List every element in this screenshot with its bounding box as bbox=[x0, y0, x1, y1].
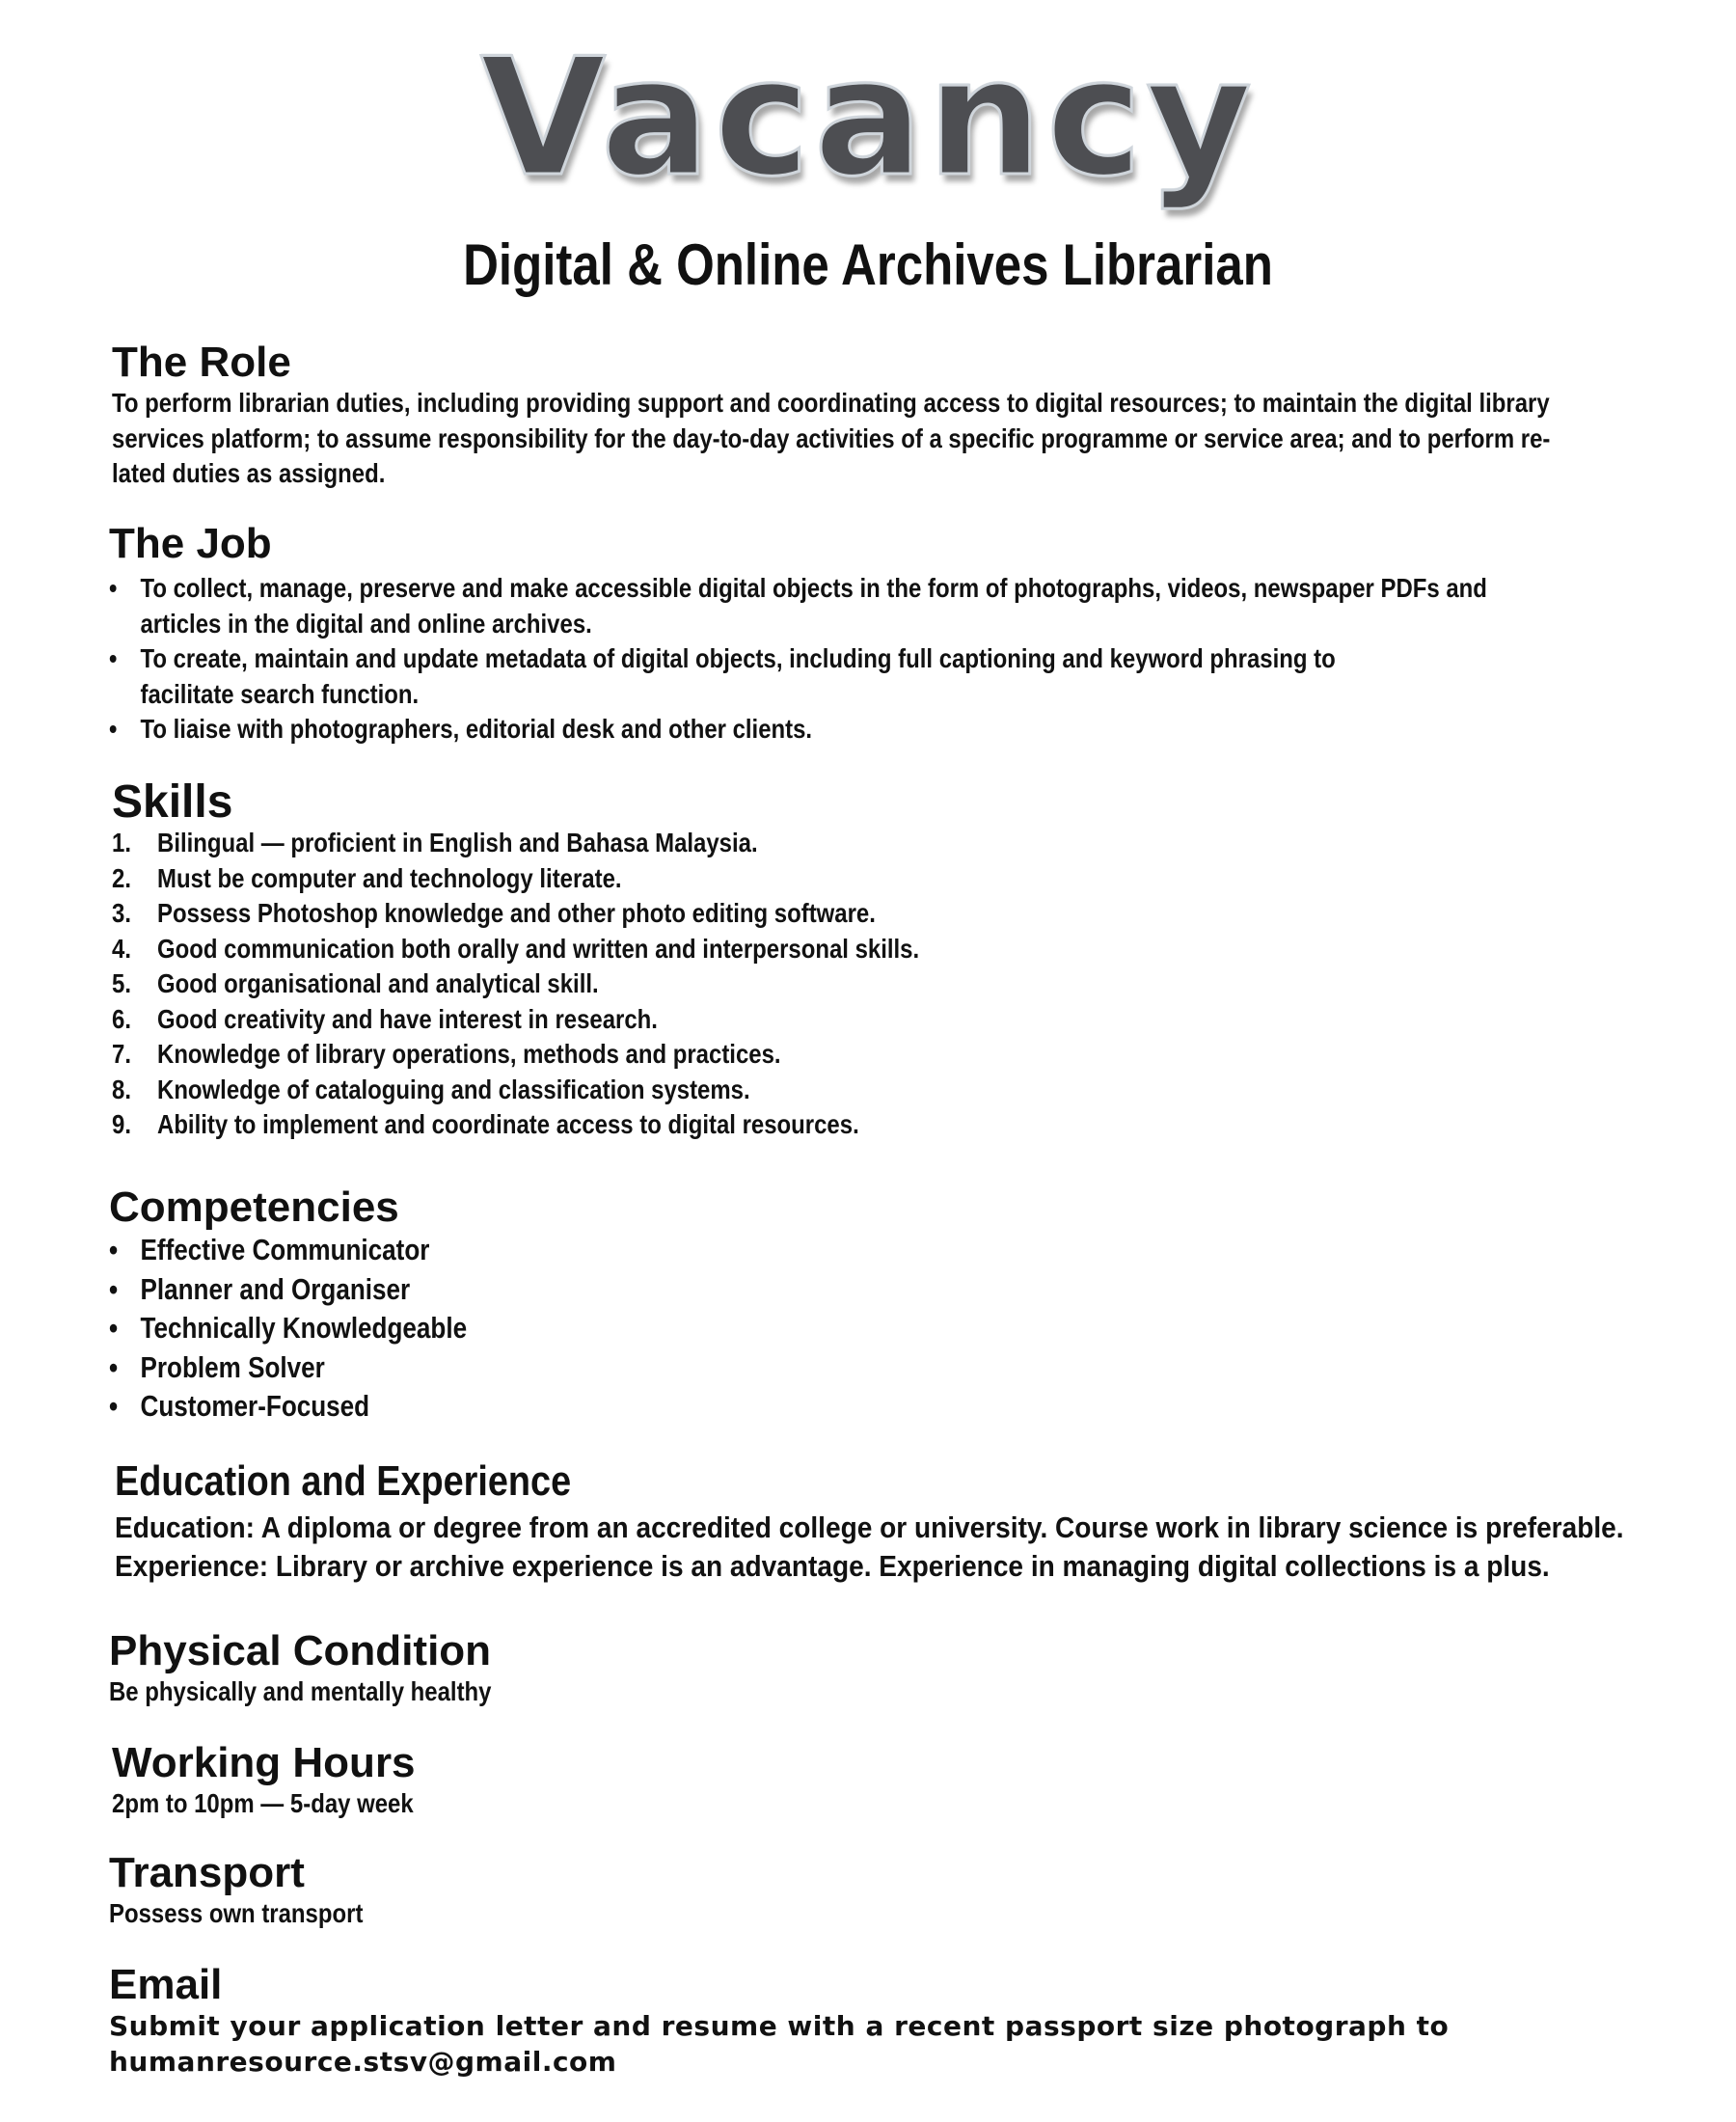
skill-text: Ability to implement and coordinate access to digital resources. bbox=[157, 1109, 859, 1139]
email-address[interactable]: humanresource.stsv@gmail.com bbox=[109, 2046, 617, 2078]
list-item bbox=[112, 1037, 1638, 1073]
list-item bbox=[109, 1231, 1635, 1270]
list-item bbox=[112, 1073, 1638, 1108]
list-item bbox=[112, 826, 1638, 861]
physical-section bbox=[109, 1628, 1633, 1710]
role-line: To perform librarian duties, including providing support and coordinating access to digital resources; to maintain the digital library bbox=[112, 388, 1550, 418]
list-number: 6. bbox=[112, 1003, 131, 1034]
list-item bbox=[109, 712, 1635, 748]
role-line: lated duties as assigned. bbox=[112, 458, 386, 488]
transport-section bbox=[109, 1850, 1633, 1932]
list-item bbox=[109, 1387, 1635, 1427]
duty-line: To create, maintain and update metadata of digital objects, including full captioning and keyword phrasing to bbox=[140, 643, 1336, 673]
competency-text: Planner and Organiser bbox=[140, 1272, 411, 1306]
job-duties-list bbox=[109, 571, 1635, 748]
education-details bbox=[115, 1509, 1641, 1586]
education-line: Education: A diploma or degree from an accredited college or university. Course work in library science is preferable. bbox=[115, 1511, 1624, 1544]
duty-line: facilitate search function. bbox=[140, 678, 420, 709]
hours-text: 2pm to 10pm — 5-day week bbox=[112, 1788, 414, 1818]
education-heading: Education and Experience bbox=[115, 1457, 572, 1505]
hours-heading: Working Hours bbox=[112, 1739, 416, 1786]
list-item bbox=[112, 1107, 1638, 1143]
list-item bbox=[109, 1309, 1635, 1348]
list-item bbox=[112, 896, 1638, 932]
role-line: services platform; to assume responsibility for the day-to-day activities of a specific programme or service area; and to perform re- bbox=[112, 422, 1551, 453]
duty-line: articles in the digital and online archives. bbox=[140, 608, 592, 639]
skill-text: Must be computer and technology literate. bbox=[157, 862, 622, 893]
role-section bbox=[112, 340, 1636, 492]
list-number: 2. bbox=[112, 862, 131, 893]
duty-line: To collect, manage, preserve and make accessible digital objects in the form of photographs, videos, newspaper PDFs and bbox=[140, 573, 1487, 603]
list-item bbox=[109, 641, 1635, 712]
skill-text: Bilingual — proficient in English and Bahasa Malaysia. bbox=[157, 828, 758, 857]
bullet-mark: • bbox=[109, 1350, 119, 1384]
list-item bbox=[109, 1270, 1635, 1310]
competency-text: Customer-Focused bbox=[140, 1390, 370, 1423]
role-heading: The Role bbox=[112, 339, 291, 386]
transport-heading: Transport bbox=[109, 1849, 305, 1896]
email-section bbox=[109, 1962, 1633, 2080]
skills-heading: Skills bbox=[112, 776, 233, 828]
competencies-heading: Competencies bbox=[109, 1183, 399, 1231]
list-number: 5. bbox=[112, 968, 131, 998]
vacancy-banner: Vacancy bbox=[480, 23, 1256, 212]
physical-heading: Physical Condition bbox=[109, 1627, 492, 1674]
skill-text: Good organisational and analytical skill. bbox=[157, 968, 599, 998]
bullet-mark: • bbox=[109, 643, 118, 673]
competency-text: Effective Communicator bbox=[140, 1234, 430, 1266]
skill-text: Good creativity and have interest in research. bbox=[157, 1003, 658, 1034]
competencies-list bbox=[109, 1231, 1635, 1427]
transport-text: Possess own transport bbox=[109, 1898, 364, 1928]
list-number: 9. bbox=[112, 1109, 131, 1139]
list-number: 4. bbox=[112, 933, 131, 964]
duty-line: To liaise with photographers, editorial desk and other clients. bbox=[140, 714, 813, 744]
job-heading: The Job bbox=[109, 520, 272, 567]
experience-line: Experience: Library or archive experience is an advantage. Experience in managing digital collections is a plus. bbox=[115, 1550, 1550, 1583]
list-number: 3. bbox=[112, 898, 131, 928]
job-section bbox=[109, 521, 1633, 748]
competency-text: Problem Solver bbox=[140, 1350, 325, 1384]
bullet-mark: • bbox=[109, 1390, 119, 1423]
competencies-section bbox=[109, 1184, 1633, 1427]
email-instructions: Submit your application letter and resume with a recent passport size photograph to bbox=[109, 2010, 1450, 2042]
bullet-mark: • bbox=[109, 573, 118, 603]
education-section bbox=[115, 1458, 1639, 1586]
list-number: 7. bbox=[112, 1039, 131, 1069]
hours-section bbox=[112, 1740, 1636, 1822]
role-description bbox=[112, 386, 1638, 492]
list-number: 1. bbox=[112, 828, 131, 857]
list-item bbox=[109, 1348, 1635, 1388]
bullet-mark: • bbox=[109, 1312, 119, 1345]
list-item bbox=[112, 932, 1638, 967]
job-title: Digital & Online Archives Librarian bbox=[463, 232, 1273, 297]
skills-list bbox=[112, 826, 1638, 1143]
skill-text: Knowledge of library operations, methods and practices. bbox=[157, 1039, 781, 1069]
skill-text: Possess Photoshop knowledge and other photo editing software. bbox=[157, 898, 876, 928]
skill-text: Knowledge of cataloguing and classification systems. bbox=[157, 1074, 750, 1104]
skill-text: Good communication both orally and written and interpersonal skills. bbox=[157, 933, 920, 964]
skills-section bbox=[112, 776, 1636, 1143]
physical-text: Be physically and mentally healthy bbox=[109, 1676, 492, 1706]
bullet-mark: • bbox=[109, 1272, 119, 1306]
list-item bbox=[112, 966, 1638, 1002]
list-number: 8. bbox=[112, 1074, 131, 1104]
bullet-mark: • bbox=[109, 1234, 119, 1266]
competency-text: Technically Knowledgeable bbox=[140, 1312, 468, 1345]
list-item bbox=[109, 571, 1635, 641]
bullet-mark: • bbox=[109, 714, 118, 744]
list-item bbox=[112, 1002, 1638, 1038]
email-heading: Email bbox=[109, 1961, 223, 2008]
list-item bbox=[112, 861, 1638, 897]
